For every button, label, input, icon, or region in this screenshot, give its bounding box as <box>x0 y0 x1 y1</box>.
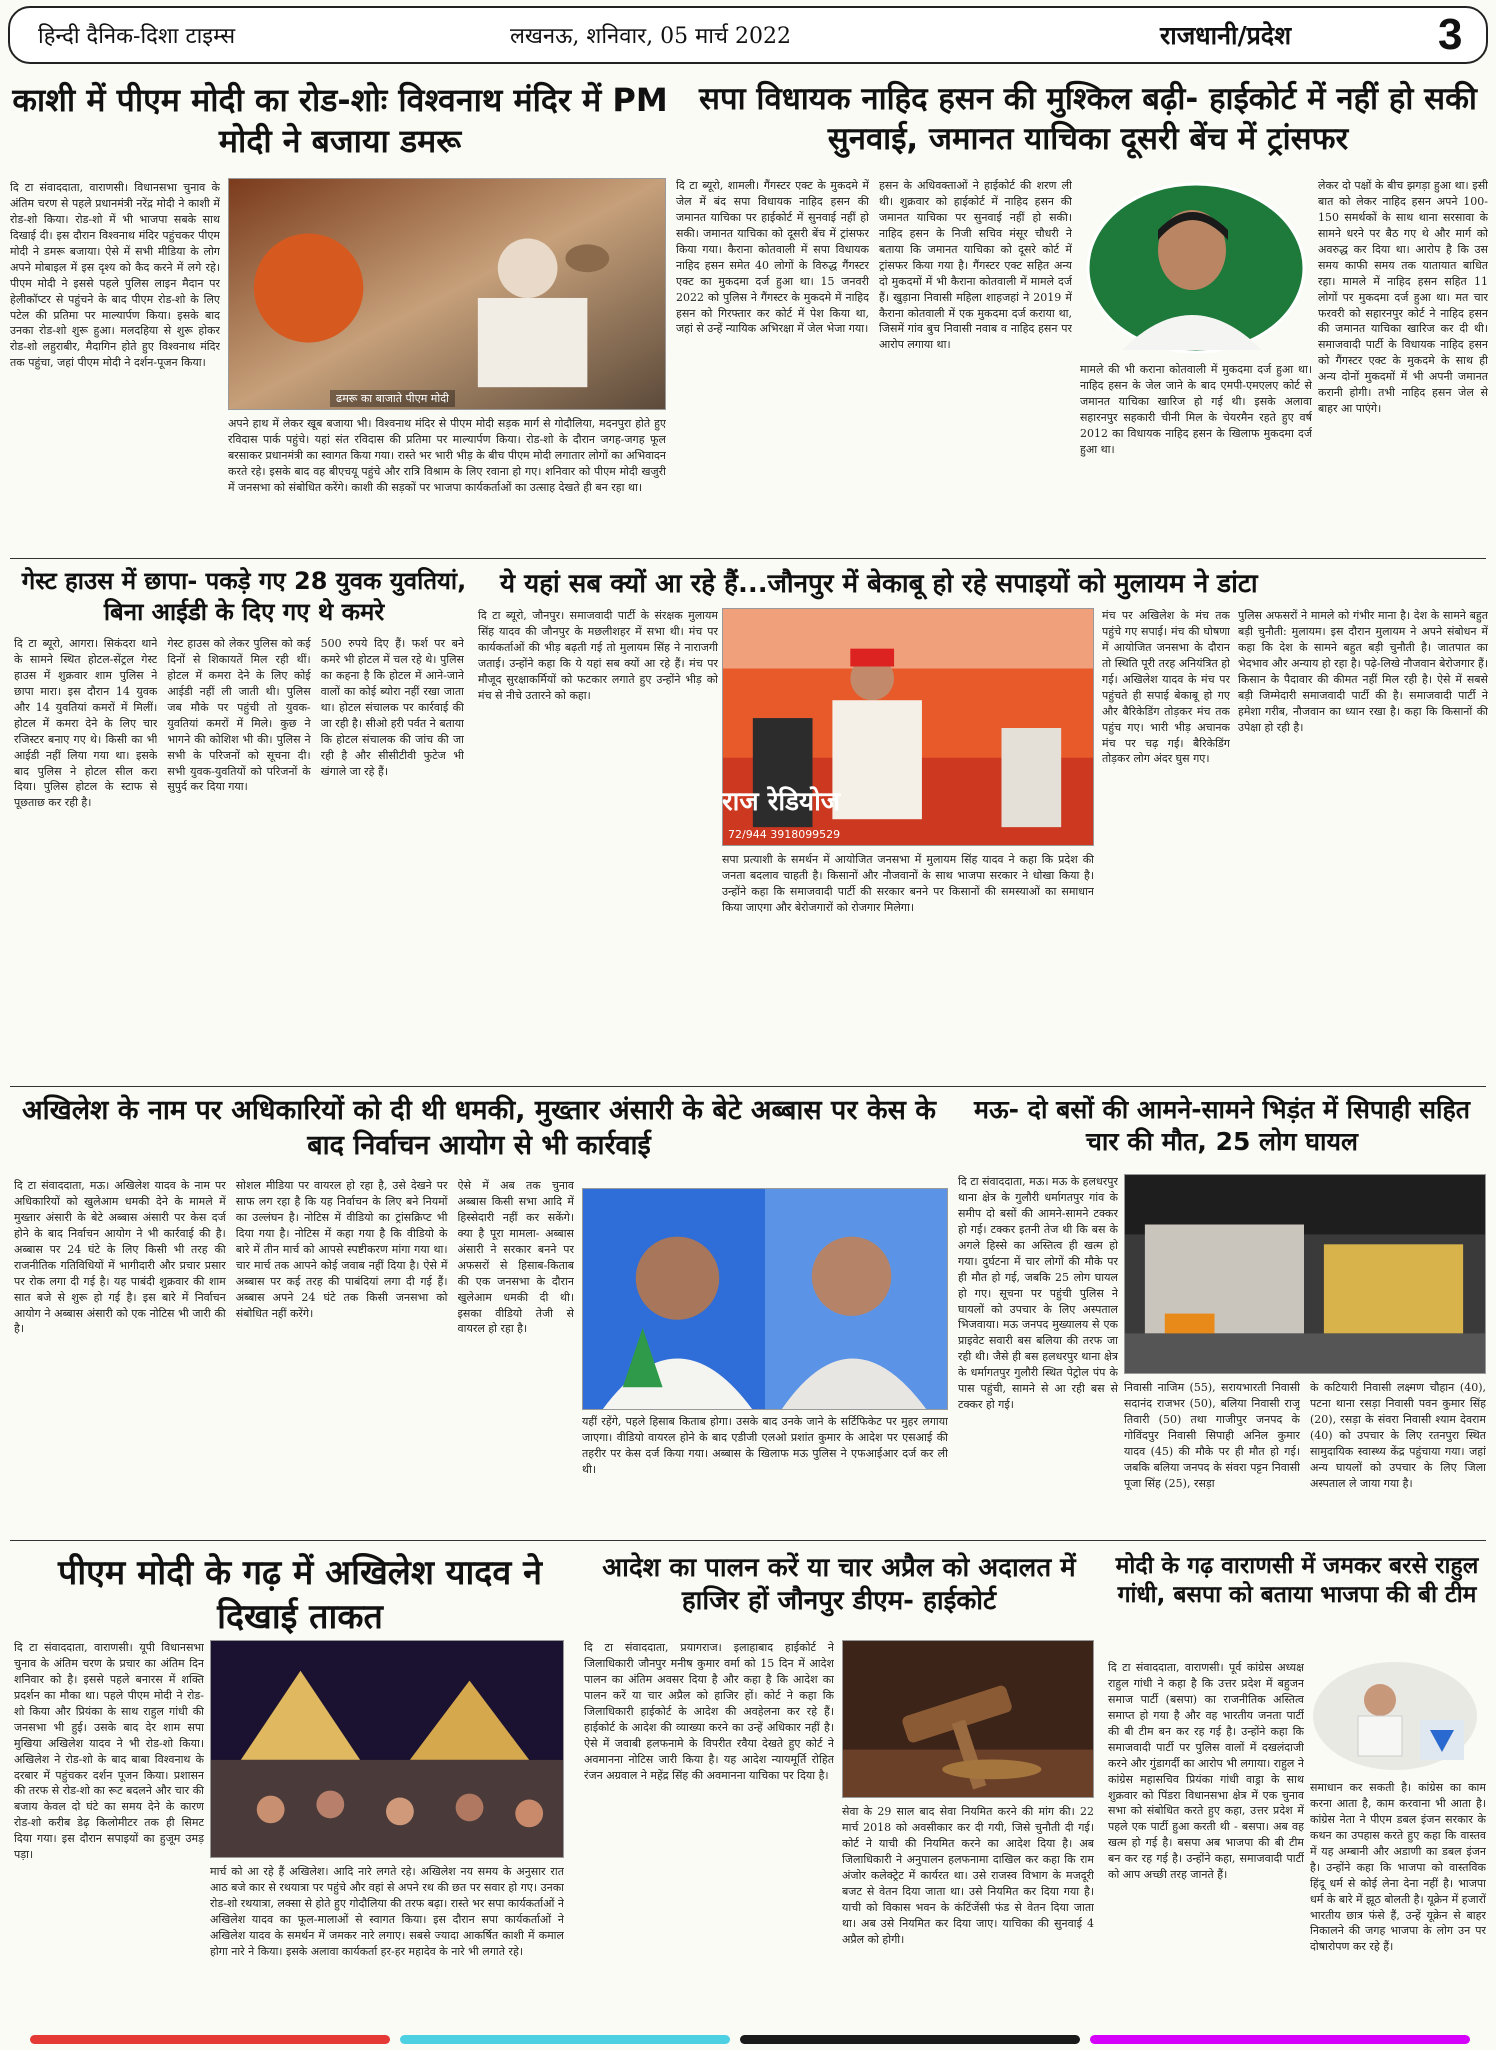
photo-gavel <box>842 1640 1094 1798</box>
story-abbas-text-2: सोशल मीडिया पर वायरल हो रहा है, उसे देखने पर साफ लग रहा है कि यह निर्वाचन के लिए बने नियमों का उल्लंघन है। नोटिस में वीडियो का ट्रांसक्रिप्ट भी दिया गया है। नोटिस में कहा गया है कि वीडियो के बारे में तीन मार्च को आपसे स्पष्टीकरण मांगा गया था। चार मार्च तक आपने कोई जवाब नहीं दिया है। ऐसे में अब्बास पर कई तरह की पाबंदियां लगा दी गई हैं। अब्बास अपने 24 घंटे तक किसी जनसभा को संबोधित नहीं करेंगे। <box>235 1179 448 1320</box>
story-jaunpur-text-2: सेवा के 29 साल बाद सेवा नियमित करने की मांग की। 22 मार्च 2018 को अवसीकार कर दी गयी, जिसे चुनौती दी गई। कोर्ट ने याची की नियमित करने का आदेश दिया है। अब जिलाधिकारी ने अनुपालन हलफनामा दाखिल कर कहा कि राम अंजोर कलेक्ट्रेट में कार्यरत था। उसे राजस्व विभाग के मजदूरी बजट से वेतन दिया जाता था। उसे नियमित कर दिया गया है। याची को विकास भवन के कंटिंजेंसी फंड से वेतन दिया जाता था। अब उसे नियमित कर दिया जाए। याचिका की सुनवाई 4 अप्रैल को होगी। <box>842 1805 1094 1946</box>
story-kashi-col-bottom <box>228 416 666 550</box>
story-abbas-cols-a <box>14 1178 574 1414</box>
story-nahid-text-2: हसन के अधिवक्ताओं ने हाईकोर्ट की शरण ली थी। शुक्रवार को हाईकोर्ट में नाहिद हसन की जमानत याचिका पर सुनवाई नहीं हो सकी। नाहिद हसन के निजी सचिव मंसूर चौधरी ने बताया कि जमानत याचिका को दूसरे कोर्ट में ट्रांसफर किया गया है। गैंगस्टर एक्ट सहित अन्य दो मुकदमों में भी कैराना कोतवाली में मामले दर्ज हैं। खुड़ाना निवासी महिला शाहजहां ने 2019 में कैराना कोतवाली में एक मुकदमा दर्ज कराया था, जिसमें गांव बुच निवासी नवाब व नाहिद हसन पर आरोप लगाया था। <box>879 179 1072 352</box>
story-nahid-cols-a <box>676 178 1072 552</box>
story-guesthouse-text-3: 500 रुपये दिए हैं। फर्श पर बने कमरे भी होटल में चल रहे थे। पुलिस का कहना है कि होटल में आने-जाने वालों का कोई ब्योरा नहीं रखा जाता था। होटल संचालक पर कार्रवाई की जा रही है। सीओ हरी पर्वत ने बताया कि होटल संचालक की जांच की जा रही है और सीसीटीवी फुटेज भी खंगाले जा रहे हैं। <box>320 637 464 778</box>
story-mulayam-col-c <box>1102 608 1230 1078</box>
story-rahul-text-2: समाधान कर सकती है। कांग्रेस का काम करना आता है, काम करवाना भी आता है। कांग्रेस नेता ने पीएम डबल इंजन सरकार के कथन का उपहास करते हुए कहा कि वास्तव में यह अम्बानी और अडाणी का डबल इंजन है। उन्होंने कहा कि भाजपा को वास्तविक हिंदू धर्म से कोई लेना देना नहीं है। भाजपा धर्म के बारे में झूठ बोलती है। यूक्रेन में हजारों भारतीय छात्र फंसे हैं, उन्हें यूक्रेन से बाहर निकालने की जगह भाजपा के लोग उन पर दोषारोपण कर रहे हैं। <box>1310 1781 1486 1954</box>
decor-bar-black <box>740 2035 1080 2044</box>
photo-kashi-modi-damru <box>228 178 666 410</box>
headline-jaunpur-dm: आदेश का पालन करें या चार अप्रैल को अदालत में हाजिर हों जौनपुर डीएम- हाईकोर्ट <box>602 1553 1076 1617</box>
story-abbas-text-4: यहीं रहेंगे, पहले हिसाब किताब होगा। उसके बाद उनके जाने के सर्टिफिकेट पर मुहर लगाया जाएगा। वीडियो वायरल होने के बाद एडीजी एलओ प्रशांत कुमार के आदेश पर एसआई की तहरीर पर केस दर्ज किया गया। अब्बास के खिलाफ मऊ पुलिस ने एफआईआर दर्ज कर ली थी। <box>582 1415 948 1476</box>
story-kashi-col-left <box>10 180 220 550</box>
story-guesthouse-text-1: दि टा ब्यूरो, आगरा। सिकंदरा थाने के सामने स्थित होटल-सेंट्रल गेस्ट हाउस में शुक्रवार शाम पुलिस ने छापा मारा। इस दौरान 14 युवक और 14 युवतियां कमरों में मिलीं। होटल में कमरा देने के लिए चार रजिस्टर बनाए गए थे। किसी का भी आईडी नहीं लिया गया था। इसके बाद पुलिस ने होटल सील करा दिया। पुलिस होटल के स्टाफ से पूछताछ कर रही है। <box>14 637 158 810</box>
story-abbas-text-3: ऐसे में अब तक चुनाव अब्बास किसी सभा आदि में हिस्सेदारी नहीं कर सकेंगे। क्या है पूरा मामला- अब्बास अंसारी ने सरकार बनने पर अफसरों से हिसाब-किताब की एक जनसभा के दौरान खुलेआम धमकी दी थी। इसका वीडियो तेजी से वायरल हो रहा है। <box>457 1179 574 1336</box>
headline-mulayam: ये यहां सब क्यों आ रहे हैं...जौनपुर में बेकाबू हो रहे सपाइयों को मुलायम ने डांटा <box>500 569 1258 599</box>
decor-bar-cyan <box>400 2035 730 2044</box>
divider-row-1 <box>10 558 1486 559</box>
story-kashi-text-2: अपने हाथ में लेकर खूब बजाया भी। विश्वनाथ मंदिर से पीएम मोदी सड़क मार्ग से गोदौलिया, मदनपुरा होते हुए रविदास पार्क पहुंचे। यहां संत रविदास की प्रतिमा पर माल्यार्पण किया। रोड-शो के दौरान जगह-जगह फूल बरसाकर प्रधानमंत्री का स्वागत किया गया। रास्ते भर भारी भीड़ के बीच पीएम मोदी लगातार लोगों का अभिवादन करते रहे। इसके बाद वह बीएचयू पहुंचे और रात्रि विश्राम के लिए रवाना हो गए। शनिवार को पीएम मोदी खजुरी में जनसभा को संबोधित करेंगे। काशी की सड़कों पर भाजपा कार्यकर्ताओं का उत्साह देखते ही बन रहा था। <box>228 417 666 494</box>
headline-mau-bus: मऊ- दो बसों की आमने-सामने भिड़ंत में सिपाही सहित चार की मौत, 25 लोग घायल <box>974 1095 1470 1156</box>
photo-mau-bus-accident <box>1124 1174 1486 1374</box>
story-rahul-col-a <box>1108 1660 1304 2024</box>
decor-bar-magenta <box>1090 2035 1470 2044</box>
story-nahid-text-3: मामले की भी कराना कोतवाली में मुकदमा दर्ज हुआ था। नाहिद हसन के जेल जाने के बाद एमपी-एमएलए कोर्ट से जमानत याचिका खारिज हो गई थी। इसके अलावा सहारनपुर सहकारी चीनी मिल के चेयरमैन रहते हुए वर्ष 2012 का विधायक नाहिद हसन के खिलाफ मुकदमा दर्ज हुआ था। <box>1080 363 1312 456</box>
story-kashi-text-1: दि टा संवाददाता, वाराणसी। विधानसभा चुनाव के अंतिम चरण से पहले प्रधानमंत्री नरेंद्र मोदी ने काशी में रोड-शो किया। रोड-शो में भी भाजपा सबके साथ दिखाई दी। इस दौरान विश्वनाथ मंदिर पहुंचकर पीएम मोदी ने डमरू बजाया। ऐसे में सभी मीडिया के लोग अपने मोबाइल में इस दृश्य को कैद करने में लगे रहे। पीएम मोदी ने इससे पहले पुलिस लाइन मैदान पर हेलीकॉप्टर से पहुंचने के बाद पीएम रोड-शो के लिए पटेल की प्रतिमा पर माल्यार्पण किया। इसके बाद उनका रोड-शो शुरू हुआ। मलदहिया से शुरू होकर रोड-शो लहुराबीर, मैदागिन होते हुए विश्वनाथ मंदिर तक पहुंचा, जहां पीएम मोदी ने दर्शन-पूजन किया। <box>10 181 220 370</box>
story-mulayam-text-1: दि टा ब्यूरो, जौनपुर। समाजवादी पार्टी के संरक्षक मुलायम सिंह यादव की जौनपुर के मछलीशहर में सभा थी। मंच पर कार्यकर्ताओं की भीड़ बढ़ती गई तो मुलायम सिंह ने नाराजगी जताई। उन्होंने कहा कि ये यहां सब क्यों आ रहे हैं। मंच पर मौजूद सुरक्षाकर्मियों को फटकार लगाते हुए उन्होंने भीड़ को मंच से नीचे उतारने को कहा। <box>478 609 718 702</box>
headline-akhilesh: पीएम मोदी के गढ़ में अखिलेश यादव ने दिखाई ताकत <box>58 1553 542 1637</box>
page-number: 3 <box>1438 10 1463 59</box>
dateline: लखनऊ, शनिवार, 05 मार्च 2022 <box>510 24 791 49</box>
divider-row-3 <box>10 1540 1486 1541</box>
story-mau-text-3: के कटियारी निवासी लक्ष्मण चौहान (40), पटना थाना रसड़ा निवासी पवन कुमार सिंह (20), रसड़ा के संवरा निवासी श्याम देवराम (40) को उपचार के लिए रतनपुरा स्थित सामुदायिक स्वास्थ्य केंद्र पहुंचाया गया। जहां अन्य घायलों को उपचार के लिए जिला अस्पताल ले जाया गया है। <box>1310 1381 1486 1490</box>
story-akhilesh-col-a <box>14 1640 204 2024</box>
story-nahid-text-4: लेकर दो पक्षों के बीच झगड़ा हुआ था। इसी बात को लेकर नाहिद हसन अपने 100-150 समर्थकों के साथ थाना सरसावा के सामने धरने पर बैठ गए थे और मार्ग को अवरुद्ध कर दिया था। आरोप है कि उस समय काफी समय तक यातायात बाधित रहा। मामले में नाहिद हसन सहित 11 लोगों पर मुकदमा दर्ज हुआ था। मत चार फरवरी को सहारनपुर कोर्ट ने नाहिद हसन की जमानत याचिका खारिज कर दी थी। समाजवादी पार्टी के विधायक नाहिद हसन को गैंगस्टर एक्ट के मुकदमे के साथ ही अन्य दोनों मुकदमों में भी अपनी जमानत करानी होगी। तभी नाहिद हसन जेल से बाहर आ पाएंगे। <box>1318 179 1488 416</box>
story-mau-cols-b <box>1124 1380 1486 1534</box>
story-guesthouse-cols <box>14 636 464 1078</box>
story-abbas-col-b <box>582 1414 948 1534</box>
page-masthead <box>8 6 1488 64</box>
story-mulayam-text-2: सपा प्रत्याशी के समर्थन में आयोजित जनसभा में मुलायम सिंह यादव ने कहा कि प्रदेश की जनता बदलाव चाहती है। किसानों और नौजवानों के साथ भाजपा सरकार ने धोखा किया है। उन्होंने कहा कि समाजवादी पार्टी की सरकार बनने पर किसानों की समस्याओं का समाधान किया जाएगा और बेरोजगारों को रोजगार मिलेगा। <box>722 853 1094 914</box>
story-akhilesh-col-b <box>210 1864 564 2024</box>
story-mulayam-col-b <box>722 852 1094 1078</box>
story-mulayam-col-d <box>1238 608 1488 1078</box>
headline-kashi: काशी में पीएम मोदी का रोड-शोः विश्वनाथ मंदिर में PM मोदी ने बजाया डमरू <box>12 81 668 160</box>
story-abbas-text-1: दि टा संवाददाता, मऊ। अखिलेश यादव के नाम पर अधिकारियों को खुलेआम धमकी देने के मामले में मुख्तार अंसारी के बेटे अब्बास अंसारी पर केस दर्ज होने के बाद निर्वाचन आयोग ने भी कार्रवाई की है। अब्बास पर 24 घंटे के लिए किसी भी तरह की राजनीतिक गतिविधियों में भागीदारी और प्रचार प्रसार पर रोक लगा दी गई है। यह पाबंदी शुक्रवार की शाम सात बजे से शुरू हो गई है। इस बारे में निर्वाचन आयोग ने अब्बास अंसारी को एक नोटिस भी जारी की है। <box>14 1179 226 1336</box>
photo-rahul-gandhi <box>1310 1660 1480 1772</box>
headline-guest-house: गेस्ट हाउस में छापा- पकड़े गए 28 युवक युवतियां, बिना आईडी के दिए गए थे कमरे <box>21 567 467 626</box>
decor-bar-red <box>30 2035 390 2044</box>
story-jaunpur-text-1: दि टा संवाददाता, प्रयागराज। इलाहाबाद हाईकोर्ट ने जिलाधिकारी जौनपुर मनीष कुमार वर्मा को 15 दिन में आदेश पालन का अंतिम अवसर दिया है और कहा है कि आदेश का पालन करें या चार अप्रैल को हाजिर हों। कोर्ट ने कहा कि जिलाधिकारी हाईकोर्ट के आदेश की अवहेलना कर रहे हैं। हाईकोर्ट के आदेश की व्याख्या करने का उन्हें अधिकार नहीं है। ऐसे में जवाबी हलफनामे के विपरीत रवैया देखते हुए कोर्ट ने अवमानना नोटिस जारी किया है। यह आदेश न्यायमूर्ति रोहित रंजन अग्रवाल ने महेंद्र सिंह की अवमानना याचिका पर दिया है। <box>584 1641 834 1782</box>
headline-abbas-ansari: अखिलेश के नाम पर अधिकारियों को दी थी धमकी, मुख्तार अंसारी के बेटे अब्बास पर केस के बाद निर्वाचन आयोग से भी कार्रवाई <box>22 1095 936 1161</box>
story-akhilesh-text-2: मार्च को आ रहे हैं अखिलेश। आदि नारे लगते रहे। अखिलेश नय समय के अनुसार रात आठ बजे कार से रथयात्रा पर पहुंचे और वहां से अपने रथ की छत पर सवार हो गए। उनका रोड-शो रथयात्रा, लक्सा से होते हुए गोदौलिया की तरफ बढ़ा। रास्ते भर सपा कार्यकर्ताओं ने अखिलेश यादव का फूल-मालाओं से स्वागत किया। इस दौरान सपा कार्यकर्ताओं ने अखिलेश यादव के समर्थन में जमकर नारे लगाए। सबसे ज्यादा आकर्षित काशी में कमाल होगा नारे ने किया। इसके अलावा कार्यकर्ता हर-हर महादेव के नारे भी लगाते रहे। <box>210 1865 564 1958</box>
story-mau-text-1: दि टा संवाददाता, मऊ। मऊ के हलधरपुर थाना क्षेत्र के गुलौरी धर्मागतपुर गांव के समीप दो बसों की आमने-सामने टक्कर हो गई। टक्कर इतनी तेज थी कि बस के अगले हिस्से का अस्तित्व ही खत्म हो गया। दुर्घटना में चार लोगों की मौके पर ही मौत हो गई, जबकि 25 लोग घायल हो गए। सूचना पर पहुंची पुलिस ने घायलों को उपचार के लिए अस्पताल भिजवाया। मऊ जनपद मुख्यालय से एक प्राइवेट सवारी बस बलिया की तरफ जा रही थी। जैसे ही बस हलधरपुर थाना क्षेत्र के धर्मागतपुर गुलौरी स्थित पेट्रोल पंप के पास पहुंची, सामने से आ रही बस से टक्कर हो गई। <box>958 1175 1118 1412</box>
photo-mulayam-banner: राज रेडियोज <box>722 787 841 817</box>
story-mau-col-a <box>958 1174 1118 1532</box>
story-mulayam-col-a <box>478 608 718 1078</box>
paper-name: हिन्दी दैनिक-दिशा टाइम्स <box>38 24 236 49</box>
story-mau-text-2: निवासी नाजिम (55), सरायभारती निवासी सदानंद राजभर (50), बलिया निवासी राजू तिवारी (50) तथा गाजीपुर जनपद के गोविंदपुर निवासी सिपाही अनिल कुमार यादव (45) की मौके पर ही मौत हो गई। जबकि बलिया जनपद के संवरा पट्टन निवासी पूजा सिंह (25), रसड़ा <box>1124 1381 1300 1490</box>
headline-nahid-hasan: सपा विधायक नाहिद हसन की मुश्किल बढ़ी- हाईकोर्ट में नहीं हो सकी सुनवाई, जमानत याचिका दूसरी बेंच में ट्रांसफर <box>699 81 1477 157</box>
divider-row-2 <box>10 1086 1486 1087</box>
headline-rahul-gandhi: मोदी के गढ़ वाराणसी में जमकर बरसे राहुल गांधी, बसपा को बताया भाजपा की बी टीम <box>1115 1553 1479 1609</box>
story-guesthouse-text-2: गेस्ट हाउस को लेकर पुलिस को कई दिनों से शिकायतें मिल रही थीं। होटल में कमरा देने के लिए कोई आईडी नहीं ली जाती थी। पुलिस जब मौके पर पहुंची तो युवक-युवतियां कमरों में मिले। कुछ ने भागने की कोशिश भी की। पुलिस ने सभी के परिजनों को सूचना दी। सभी युवक-युवतियों को परिजनों के सुपुर्द कर दिया गया। <box>167 637 311 794</box>
story-rahul-col-b <box>1310 1780 1486 2024</box>
photo-kashi-caption: ढमरू का बाजाते पीएम मोदी <box>330 390 455 407</box>
photo-mulayam-phone: 72/944 3918099529 <box>728 828 841 841</box>
story-rahul-text-1: दि टा संवाददाता, वाराणसी। पूर्व कांग्रेस अध्यक्ष राहुल गांधी ने कहा है कि उत्तर प्रदेश में बहुजन समाज पार्टी (बसपा) का राजनीतिक अस्तित्व समाप्त हो गया है और वह भारतीय जनता पार्टी की बी टीम बन कर रह गई है। उन्होंने कहा कि समाजवादी पार्टी पर पुलिस वालों में दखलंदाजी करने और गुंडागर्दी का आरोप भी लगाया। राहुल ने कांग्रेस महासचिव प्रियंका गांधी वाड्रा के साथ शुक्रवार को पिंडरा विधानसभा क्षेत्र में एक चुनाव सभा को संबोधित करते हुए कहा, उत्तर प्रदेश में पहले एक पार्टी हुआ करती थी - बसपा। अब वह खत्म हो गई है। बसपा अब भाजपा की बी टीम बन कर रह गई है। उन्होंने कहा, समाजवादी पार्टी को आप अच्छी तरह जानते हैं। <box>1108 1661 1304 1882</box>
story-nahid-col-d <box>1318 178 1488 552</box>
photo-mukhtar-abbas <box>582 1188 948 1410</box>
story-nahid-col-c <box>1080 362 1312 552</box>
story-mulayam-text-3: मंच पर अखिलेश के मंच तक पहुंचे गए सपाई। मंच की घोषणा में आयोजित जनसभा के दौरान तो स्थिति पूरी तरह अनियंत्रित हो गई। अखिलेश यादव के मंच पर पहुंचते ही सपाई बेकाबू हो गए और बैरिकेडिंग तोड़कर मंच तक पहुंच गए। भारी भीड़ अचानक मंच पर चढ़ गई। बैरिकेडिंग तोड़कर लोग अंदर घुस गए। <box>1102 609 1230 766</box>
story-nahid-text-1: दि टा ब्यूरो, शामली। गैंगस्टर एक्ट के मुकदमे में जेल में बंद सपा विधायक नाहिद हसन की जमानत याचिका पर हाईकोर्ट में सुनवाई नहीं हो सकी। जमानत याचिका को दूसरी बेंच में ट्रांसफर किया गया। कैराना कोतवाली में सपा विधायक नाहिद हसन समेत 40 लोगों के विरुद्ध गैंगस्टर एक्ट का मुकदमा दर्ज हुआ था। 15 जनवरी 2022 को पुलिस ने गैंगस्टर के मुकदमे में नाहिद हसन को गिरफ्तार कर कोर्ट में पेश किया था, जहां से उन्हें न्यायिक अभिरक्षा में जेल भेजा गया। <box>676 179 869 336</box>
photo-nahid-hasan <box>1082 180 1310 356</box>
photo-akhilesh-roadshow <box>210 1640 564 1858</box>
section-label: राजधानी/प्रदेश <box>1160 21 1292 50</box>
story-mulayam-text-4: पुलिस अफसरों ने मामले को गंभीर माना है। देश के सामने बहुत बड़ी चुनौती: मुलायम। इस दौरान मुलायम ने अपने संबोधन में कहा कि देश के सामने बहुत बड़ी चुनौती है। जातपात का भेदभाव और अन्याय हो रहा है। पढ़े-लिखे नौजवान बेरोजगार हैं। किसान के पैदावार की कीमत नहीं मिल रही है। ऐसे में सबसे बड़ी जिम्मेदारी समाजवादी पार्टी की है। समाजवादी पार्टी ने हमेशा गरीब, नौजवान का ध्यान रखा है। कहा कि किसानों की उपेक्षा हो रही है। <box>1238 609 1488 734</box>
story-akhilesh-text-1: दि टा संवाददाता, वाराणसी। यूपी विधानसभा चुनाव के अंतिम चरण के प्रचार का अंतिम दिन शनिवार को है। इससे पहले बनारस में शक्ति प्रदर्शन का मौका था। पहले पीएम मोदी ने रोड-शो किया और प्रियंका के साथ राहुल गांधी की जनसभा भी हुई। उसके बाद देर शाम सपा मुखिया अखिलेश यादव ने भी रोड-शो किया। अखिलेश ने रोड-शो के बाद बाबा विश्वनाथ के दरबार में पहुंचकर दर्शन पूजन किया। प्रशासन की तरफ से रोड-शो का रूट बदलने और चार की बजाय केवल दो घंटे का समय देने के कारण रोड-शो करीब डेढ़ किलोमीटर तक ही सिमट दिया गया। इस दौरान सपाइयों का हुजूम उमड़ पड़ा। <box>14 1641 204 1862</box>
story-jaunpur-col-b <box>842 1804 1094 2024</box>
story-jaunpur-col-a <box>584 1640 834 2024</box>
